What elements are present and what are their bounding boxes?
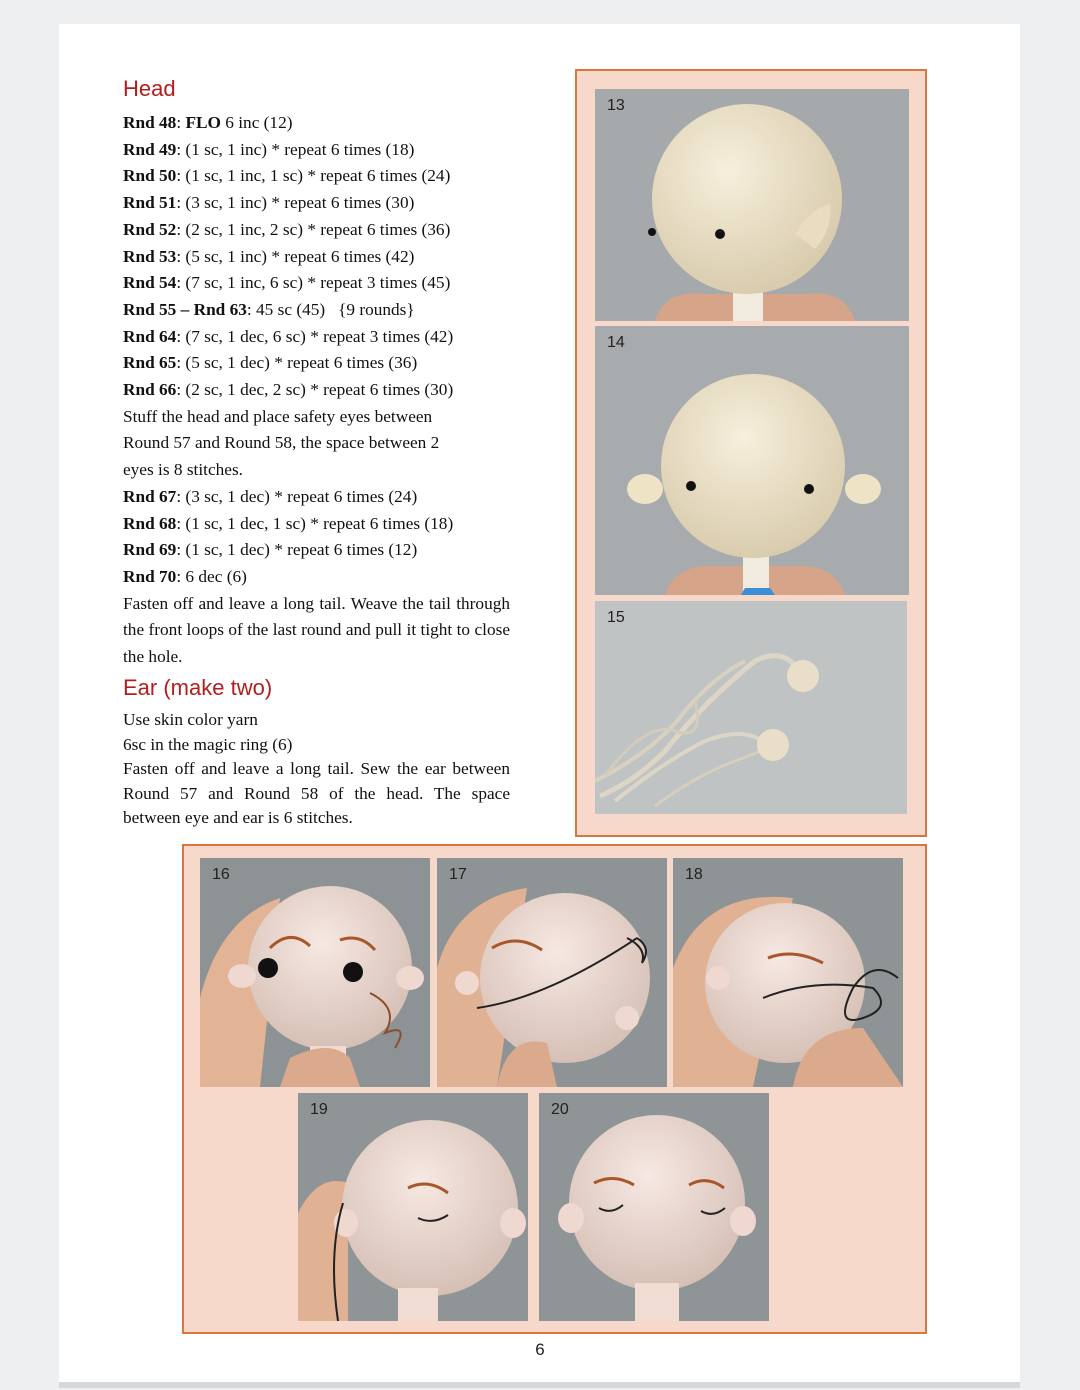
embroider-eyebrows-photo-graphic <box>673 858 903 1087</box>
round-line: Rnd 54: (7 sc, 1 inc, 6 sc) * repeat 3 times (45) <box>123 273 451 293</box>
page-number: 6 <box>535 1340 545 1359</box>
photo-number: 13 <box>607 97 625 114</box>
round-line: Rnd 51: (3 sc, 1 inc) * repeat 6 times (30) <box>123 193 415 213</box>
head-finish-note: Fasten off and leave a long tail. Weave the tail through the front loops of the last round and pull it tight to close the hole. <box>123 593 510 667</box>
head-instructions <box>123 110 523 671</box>
round-line: Rnd 66: (2 sc, 1 dec, 2 sc) * repeat 6 times (30) <box>123 380 454 400</box>
round-line: Rnd 48: FLO 6 inc (12) <box>123 113 293 132</box>
photo-13 <box>595 89 909 321</box>
round-line: Rnd 68: (1 sc, 1 dec, 1 sc) * repeat 6 times (18) <box>123 513 454 533</box>
embroider-lashes-photo-graphic <box>437 858 667 1087</box>
closed-eyes-photo-graphic <box>298 1093 528 1321</box>
page-shadow <box>59 1382 1020 1388</box>
photo-15 <box>595 601 907 814</box>
round-line: Rnd 49: (1 sc, 1 inc) * repeat 6 times (18) <box>123 139 415 159</box>
head-section-title: Head <box>123 76 176 101</box>
ear-instructions <box>123 708 523 831</box>
photo-number: 20 <box>551 1101 569 1118</box>
ear-line: 6sc in the magic ring (6) <box>123 734 293 754</box>
head-photo-graphic <box>595 89 909 321</box>
embroider-eyes-photo-graphic <box>200 858 430 1087</box>
stuff-note-line: Round 57 and Round 58, the space between 2 <box>123 433 440 453</box>
head-with-ears-photo-graphic <box>595 326 909 595</box>
ear-finish-note: Fasten off and leave a long tail. Sew the ear between Round 57 and Round 58 of the head. The space between eye and ear is 6 stitches. <box>123 759 510 827</box>
ear-line: Use skin color yarn <box>123 710 258 729</box>
ear-section-title: Ear (make two) <box>123 675 273 700</box>
ears-photo-graphic <box>595 601 907 814</box>
round-line: Rnd 69: (1 sc, 1 dec) * repeat 6 times (12) <box>123 540 418 560</box>
photo-20 <box>539 1093 769 1321</box>
photo-number: 14 <box>607 334 625 351</box>
photo-number: 18 <box>685 866 703 883</box>
photo-19 <box>298 1093 528 1321</box>
stuff-note-line: eyes is 8 stitches. <box>123 460 243 480</box>
photo-number: 15 <box>607 609 625 626</box>
round-line: Rnd 52: (2 sc, 1 inc, 2 sc) * repeat 6 times (36) <box>123 219 451 239</box>
round-line: Rnd 55 – Rnd 63: 45 sc (45) {9 rounds} <box>123 299 415 319</box>
photo-number: 17 <box>449 866 467 883</box>
round-line: Rnd 65: (5 sc, 1 dec) * repeat 6 times (36) <box>123 353 418 373</box>
round-line: Rnd 50: (1 sc, 1 inc, 1 sc) * repeat 6 times (24) <box>123 166 451 186</box>
round-line: Rnd 70: 6 dec (6) <box>123 566 247 586</box>
round-line: Rnd 67: (3 sc, 1 dec) * repeat 6 times (24) <box>123 486 418 506</box>
round-line: Rnd 53: (5 sc, 1 inc) * repeat 6 times (42) <box>123 246 415 266</box>
stuff-note-line: Stuff the head and place safety eyes between <box>123 406 433 426</box>
photo-number: 16 <box>212 866 230 883</box>
photo-17 <box>437 858 667 1087</box>
photo-18 <box>673 858 903 1087</box>
photo-number: 19 <box>310 1101 328 1118</box>
photo-16 <box>200 858 430 1087</box>
finished-face-photo-graphic <box>539 1093 769 1321</box>
round-line: Rnd 64: (7 sc, 1 dec, 6 sc) * repeat 3 times (42) <box>123 326 454 346</box>
photo-14 <box>595 326 909 595</box>
